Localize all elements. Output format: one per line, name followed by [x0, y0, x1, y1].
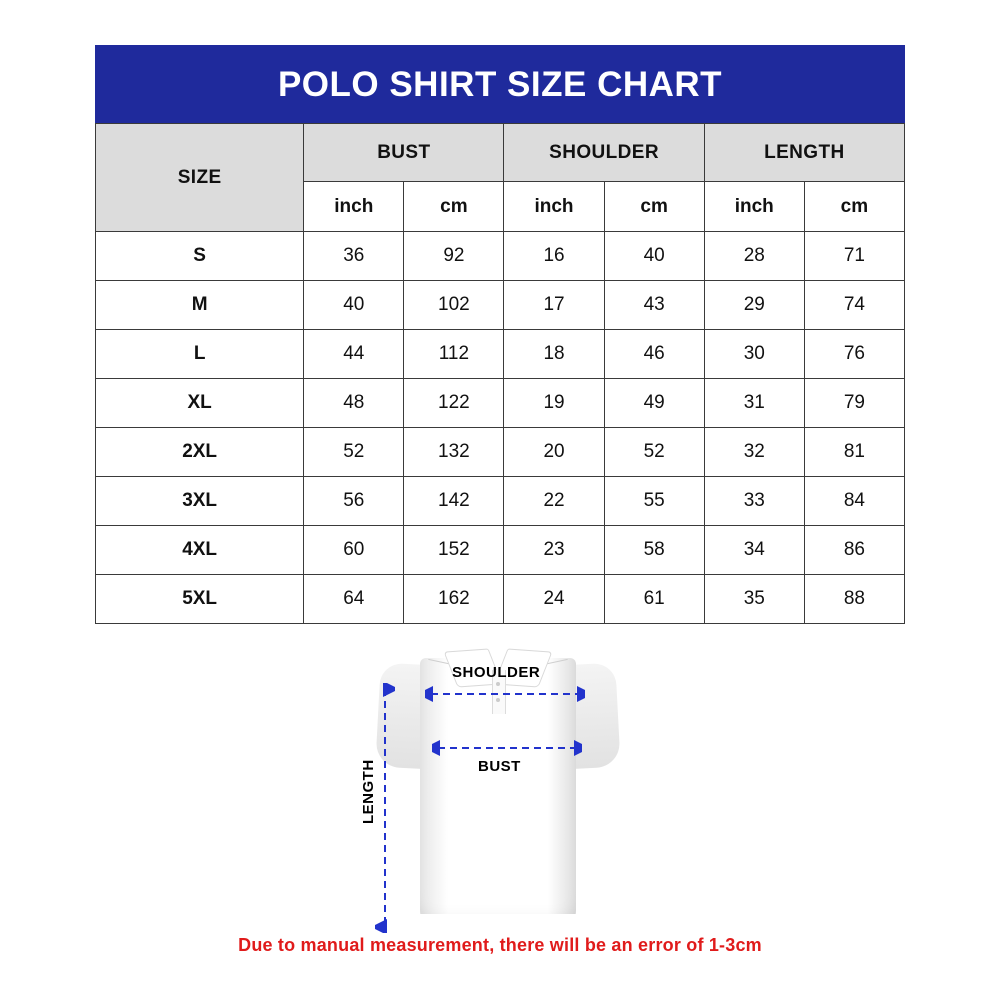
cell-size: M [96, 281, 304, 330]
unit-shoulder-inch: inch [504, 182, 604, 232]
cell-length-inch: 32 [704, 428, 804, 477]
cell-bust-inch: 60 [304, 526, 404, 575]
cell-bust-cm: 132 [404, 428, 504, 477]
cell-length-inch: 34 [704, 526, 804, 575]
cell-shoulder-cm: 40 [604, 232, 704, 281]
bust-measure-arrow [432, 738, 582, 758]
cell-bust-cm: 122 [404, 379, 504, 428]
table-row [96, 281, 905, 330]
cell-shoulder-cm: 61 [604, 575, 704, 624]
table-row [96, 330, 905, 379]
cell-size: S [96, 232, 304, 281]
table-row [96, 526, 905, 575]
cell-shoulder-cm: 52 [604, 428, 704, 477]
table-row [96, 477, 905, 526]
cell-length-cm: 88 [804, 575, 904, 624]
cell-size: 3XL [96, 477, 304, 526]
unit-length-cm: cm [804, 182, 904, 232]
cell-length-cm: 71 [804, 232, 904, 281]
cell-length-inch: 30 [704, 330, 804, 379]
cell-length-cm: 74 [804, 281, 904, 330]
cell-bust-cm: 152 [404, 526, 504, 575]
table-row [96, 379, 905, 428]
size-chart [95, 45, 905, 624]
cell-bust-inch: 40 [304, 281, 404, 330]
cell-bust-cm: 102 [404, 281, 504, 330]
cell-shoulder-inch: 20 [504, 428, 604, 477]
cell-shoulder-cm: 58 [604, 526, 704, 575]
unit-bust-inch: inch [304, 182, 404, 232]
cell-bust-inch: 52 [304, 428, 404, 477]
unit-shoulder-cm: cm [604, 182, 704, 232]
cell-length-inch: 28 [704, 232, 804, 281]
cell-size: L [96, 330, 304, 379]
cell-length-inch: 35 [704, 575, 804, 624]
measurement-diagram [0, 628, 1000, 938]
cell-bust-inch: 64 [304, 575, 404, 624]
length-measure-arrow [375, 683, 395, 933]
label-length: LENGTH [360, 759, 377, 824]
cell-shoulder-inch: 17 [504, 281, 604, 330]
cell-bust-cm: 162 [404, 575, 504, 624]
cell-bust-cm: 112 [404, 330, 504, 379]
table-header-row [96, 124, 905, 182]
chart-title: POLO SHIRT SIZE CHART [95, 45, 905, 123]
header-shoulder: SHOULDER [504, 124, 704, 182]
cell-length-inch: 33 [704, 477, 804, 526]
size-chart-table [95, 123, 905, 624]
header-size: SIZE [96, 124, 304, 232]
measurement-note: Due to manual measurement, there will be an error of 1-3cm [238, 935, 762, 955]
cell-length-cm: 81 [804, 428, 904, 477]
cell-size: XL [96, 379, 304, 428]
cell-shoulder-cm: 49 [604, 379, 704, 428]
table-row [96, 232, 905, 281]
cell-size: 5XL [96, 575, 304, 624]
cell-length-cm: 86 [804, 526, 904, 575]
cell-size: 4XL [96, 526, 304, 575]
cell-shoulder-inch: 23 [504, 526, 604, 575]
cell-bust-inch: 48 [304, 379, 404, 428]
cell-length-cm: 76 [804, 330, 904, 379]
cell-length-inch: 29 [704, 281, 804, 330]
cell-shoulder-cm: 55 [604, 477, 704, 526]
cell-shoulder-cm: 46 [604, 330, 704, 379]
header-length: LENGTH [704, 124, 904, 182]
cell-bust-inch: 56 [304, 477, 404, 526]
cell-shoulder-inch: 19 [504, 379, 604, 428]
label-bust: BUST [478, 758, 521, 775]
cell-shoulder-inch: 18 [504, 330, 604, 379]
label-shoulder: SHOULDER [452, 664, 541, 681]
cell-size: 2XL [96, 428, 304, 477]
unit-bust-cm: cm [404, 182, 504, 232]
table-row [96, 428, 905, 477]
cell-length-cm: 79 [804, 379, 904, 428]
cell-shoulder-inch: 22 [504, 477, 604, 526]
cell-shoulder-inch: 24 [504, 575, 604, 624]
unit-length-inch: inch [704, 182, 804, 232]
cell-bust-cm: 92 [404, 232, 504, 281]
cell-length-inch: 31 [704, 379, 804, 428]
table-row [96, 575, 905, 624]
cell-bust-cm: 142 [404, 477, 504, 526]
cell-shoulder-cm: 43 [604, 281, 704, 330]
cell-length-cm: 84 [804, 477, 904, 526]
cell-bust-inch: 36 [304, 232, 404, 281]
cell-bust-inch: 44 [304, 330, 404, 379]
cell-shoulder-inch: 16 [504, 232, 604, 281]
shoulder-measure-arrow [425, 684, 585, 704]
header-bust: BUST [304, 124, 504, 182]
